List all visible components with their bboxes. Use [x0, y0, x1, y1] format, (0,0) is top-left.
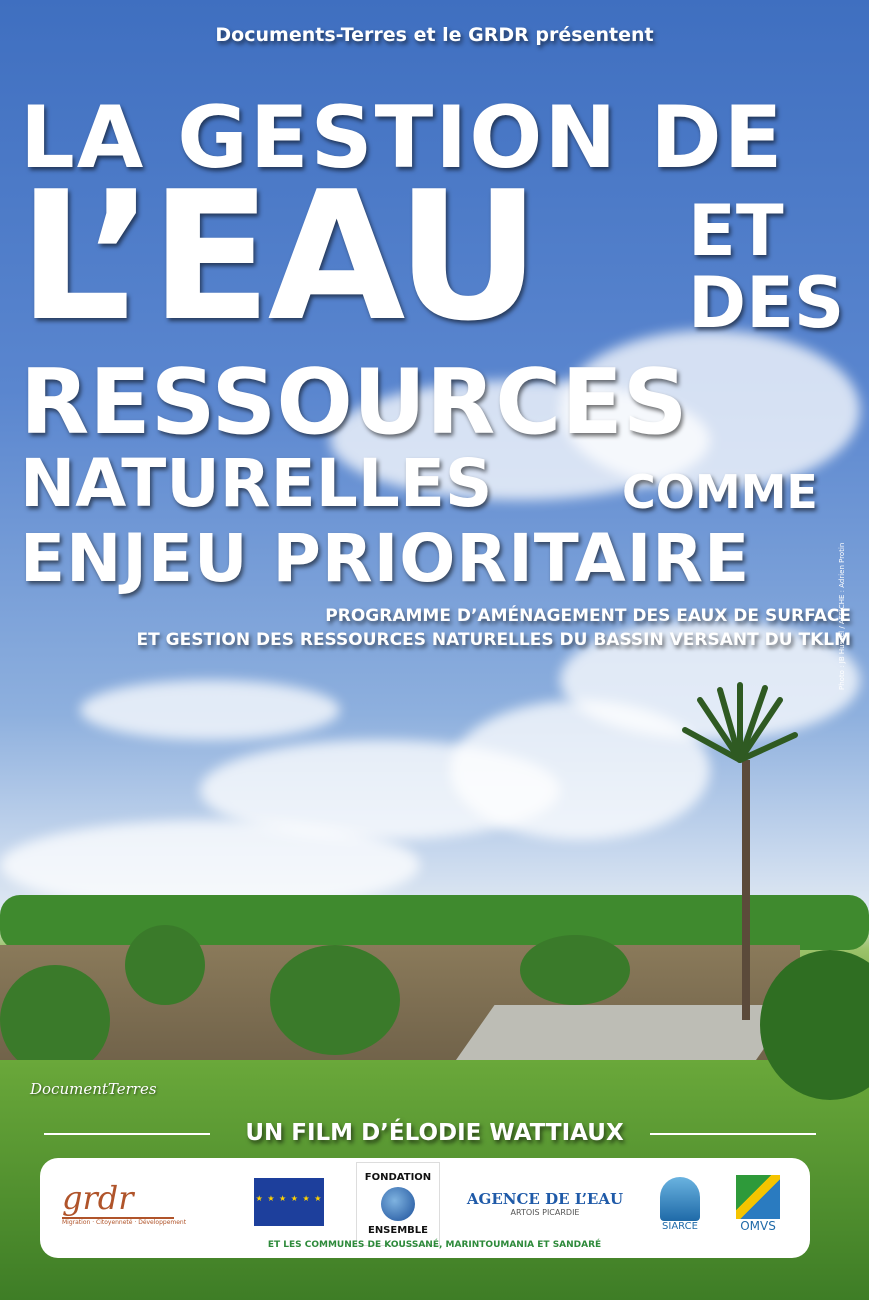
communes-line: ET LES COMMUNES DE KOUSSANÉ, MARINTOUMANIA ET SANDARÉ	[267, 1240, 602, 1250]
title-line-4-side: COMME	[622, 465, 818, 519]
fondation-logo-top: FONDATION	[364, 1172, 432, 1183]
grdr-logo-text: grdr	[62, 1179, 174, 1219]
eu-flag-logo	[254, 1178, 324, 1226]
title-line-2-side-b: DES	[688, 262, 845, 344]
title-line-3: RESSOURCES	[20, 350, 688, 455]
film-credit: UN FILM D’ÉLODIE WATTIAUX	[245, 1120, 624, 1146]
programme-line-2: ET GESTION DES RESSOURCES NATURELLES DU BASSIN VERSANT DU TKLM	[136, 630, 851, 650]
programme-line-1: PROGRAMME D’AMÉNAGEMENT DES EAUX DE SURFACE	[325, 606, 851, 626]
siarce-emblem-icon	[660, 1177, 700, 1221]
agence-logo-subtitle: ARTOIS PICARDIE	[510, 1207, 580, 1217]
film-divider-right	[650, 1133, 816, 1135]
siarce-logo-text: SIARCE	[662, 1220, 698, 1232]
fondation-ensemble-logo	[356, 1162, 440, 1246]
title-line-1: LA GESTION DE	[20, 88, 785, 188]
siarce-logo	[652, 1168, 708, 1240]
presenters-line: Documents-Terres et le GRDR présentent	[215, 24, 654, 46]
grdr-logo	[62, 1172, 222, 1232]
omvs-logo-text: OMVS	[740, 1219, 776, 1233]
globe-icon	[381, 1187, 415, 1221]
omvs-logo	[730, 1168, 786, 1240]
agence-de-l-eau-logo	[460, 1178, 630, 1228]
omvs-emblem-icon	[736, 1175, 780, 1219]
agence-logo-name: AGENCE DE L’EAU	[466, 1189, 624, 1208]
photo-credit: Photo : JB Hussel / AFFICHE : Adrien Protin	[838, 542, 846, 690]
title-line-2: L’EAU	[18, 153, 537, 360]
title-line-5: ENJEU PRIORITAIRE	[20, 520, 751, 597]
grdr-logo-subtitle: Migration · Citoyenneté · Développement	[62, 1218, 187, 1226]
documents-terres-logo: DocumentTerres	[30, 1080, 157, 1098]
fondation-logo-bottom: ENSEMBLE	[367, 1225, 428, 1236]
eu-stars: ★ ★ ★ ★ ★ ★	[255, 1194, 323, 1203]
title-line-2-side-a: ET	[688, 190, 784, 272]
title-line-4: NATURELLES	[20, 445, 493, 522]
